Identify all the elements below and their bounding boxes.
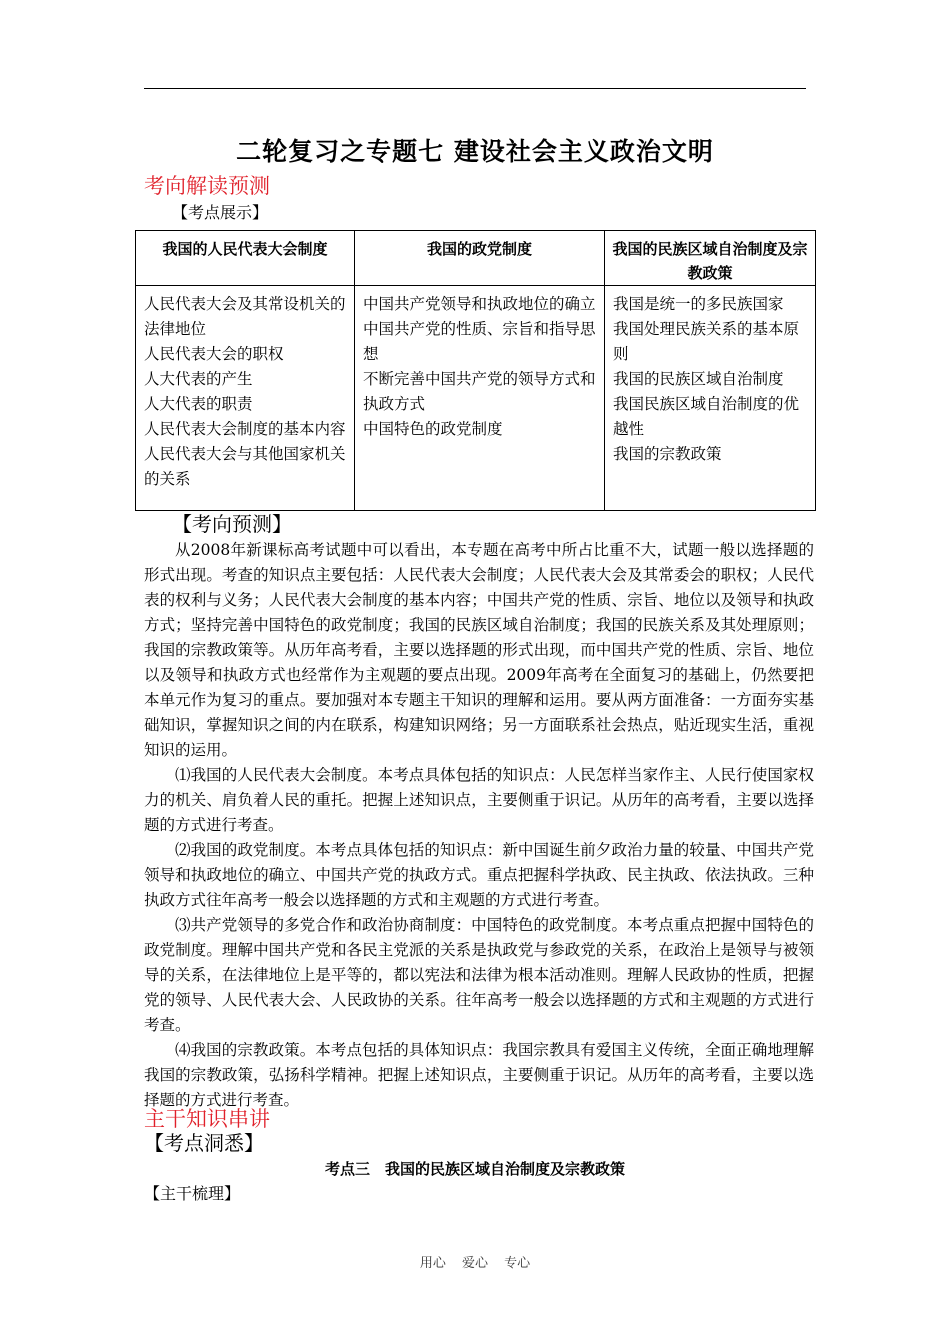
tag-kaodian-dongxi: 【考点洞悉】 bbox=[144, 1131, 264, 1155]
list-item: 我国处理民族关系的基本原则 bbox=[613, 320, 800, 363]
list-item: 人大代表的职责 bbox=[144, 395, 253, 413]
tag-kaoxiang-yuce: 【考向预测】 bbox=[172, 512, 292, 536]
tag-kaodian-zhanshi: 【考点展示】 bbox=[172, 203, 269, 222]
table-header-cell: 我国的人民代表大会制度 bbox=[136, 231, 355, 286]
section-heading-zhugan: 主干知识串讲 bbox=[144, 1107, 270, 1131]
list-item: 我国是统一的多民族国家 bbox=[613, 295, 784, 313]
table-row bbox=[136, 286, 816, 511]
paragraph: 从2008年新课标高考试题中可以看出，本专题在高考中所占比重不大，试题一般以选择题的形式出现。考查的知识点主要包括：人民代表大会制度；人民代表大会及其常委会的职权；人民代表的权利与义务；人民代表大会制度的基本内容；中国共产党的性质、宗旨、地位以及领导和执政方式；坚持完善中国特色的政党制度；我国的民族区域自治制度；我国的民族关系及其处理原则；我国的宗教政策等。从历年高考看，主要以选择题的形式出现，而中国共产党的性质、宗旨、地位以及领导和执政方式也经常作为主观题的要点出现。2009年高考在全面复习的基础上，仍然要把本单元作为复习的重点。要加强对本专题主干知识的理解和运用。要从两方面准备：一方面夯实基础知识，掌握知识之间的内在联系，构建知识网络；另一方面联系社会热点，贴近现实生活，重视知识的运用。 bbox=[144, 541, 814, 759]
body-text bbox=[144, 538, 814, 1113]
list-item: 我国的民族区域自治制度 bbox=[613, 370, 784, 388]
paragraph: ⑵我国的政党制度。本考点具体包括的知识点：新中国诞生前夕政治力量的较量、中国共产党领导和执政地位的确立、中国共产党的执政方式。重点把握科学执政、民主执政、依法执政。三种执政方式往年高考一般会以选择题的方式和主观题的方式进行考查。 bbox=[144, 841, 814, 909]
list-item: 我国的宗教政策 bbox=[613, 445, 722, 463]
list-item: 人民代表大会制度的基本内容 bbox=[144, 420, 346, 438]
section-heading-kaoxiang: 考向解读预测 bbox=[144, 174, 270, 198]
list-item: 中国共产党的性质、宗旨和指导思想 bbox=[363, 320, 596, 363]
list-item: 我国民族区域自治制度的优越性 bbox=[613, 395, 800, 438]
table-cell bbox=[605, 286, 816, 511]
kaodian-table bbox=[135, 230, 816, 511]
page-footer: 用心 爱心 专心 bbox=[419, 1256, 531, 1271]
table-header-cell: 我国的政党制度 bbox=[355, 231, 605, 286]
header-rule bbox=[144, 88, 806, 89]
list-item: 中国特色的政党制度 bbox=[363, 420, 503, 438]
table-cell bbox=[355, 286, 605, 511]
tag-zhugan-shuli: 【主干梳理】 bbox=[144, 1184, 241, 1203]
list-item: 人民代表大会与其他国家机关的关系 bbox=[144, 445, 346, 488]
paragraph: ⑶共产党领导的多党合作和政治协商制度：中国特色的政党制度。本考点重点把握中国特色的政党制度。理解中国共产党和各民主党派的关系是执政党与参政党的关系，在政治上是领导与被领导的关系，在法律地位上是平等的，都以宪法和法律为根本活动准则。理解人民政协的性质，把握党的领导、人民代表大会、人民政协的关系。往年高考一般会以选择题的方式和主观题的方式进行考查。 bbox=[144, 916, 814, 1034]
list-item: 人民代表大会及其常设机关的法律地位 bbox=[144, 295, 346, 338]
list-item: 人民代表大会的职权 bbox=[144, 345, 284, 363]
list-item: 不断完善中国共产党的领导方式和执政方式 bbox=[363, 370, 596, 413]
page-title: 二轮复习之专题七 建设社会主义政治文明 bbox=[236, 137, 714, 166]
paragraph: ⑷我国的宗教政策。本考点包括的具体知识点：我国宗教具有爱国主义传统，全面正确地理解我国的宗教政策，弘扬科学精神。把握上述知识点，主要侧重于识记。从历年的高考看，主要以选择题的方式进行考查。 bbox=[144, 1041, 814, 1109]
list-item: 人大代表的产生 bbox=[144, 370, 253, 388]
table-header-row bbox=[136, 231, 816, 286]
paragraph: ⑴我国的人民代表大会制度。本考点具体包括的知识点：人民怎样当家作主、人民行使国家权力的机关、肩负着人民的重托。把握上述知识点，主要侧重于识记。从历年的高考看，主要以选择题的方式进行考查。 bbox=[144, 766, 814, 834]
table-header-cell: 我国的民族区域自治制度及宗教政策 bbox=[605, 231, 816, 286]
table-cell bbox=[136, 286, 355, 511]
subsection-heading: 考点三 我国的民族区域自治制度及宗教政策 bbox=[324, 1160, 625, 1178]
list-item: 中国共产党领导和执政地位的确立 bbox=[363, 295, 596, 313]
